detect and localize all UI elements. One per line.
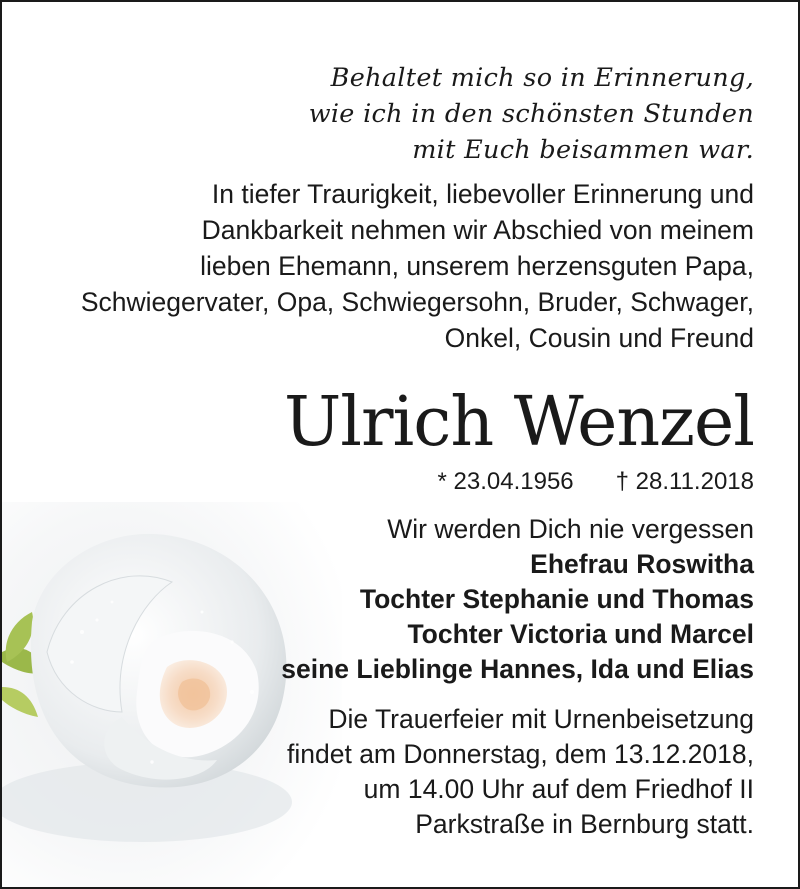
funeral-info (287, 702, 754, 842)
farewell-line: In tiefer Traurigkeit, liebevoller Erinnerung und (211, 179, 754, 209)
birth-date: * 23.04.1956 (437, 468, 574, 495)
mourners-block (281, 512, 754, 687)
motto-line: mit Euch beisammen war. (412, 135, 754, 165)
mourner-name: Ehefrau Roswitha (530, 549, 754, 579)
farewell-line: lieben Ehemann, unserem herzensguten Papa, (200, 251, 754, 281)
life-dates (438, 466, 754, 498)
funeral-line: findet am Donnerstag, dem 13.12.2018, (287, 739, 754, 769)
funeral-line: Die Trauerfeier mit Urnenbeisetzung (328, 704, 754, 734)
death-date: † 28.11.2018 (615, 468, 754, 495)
farewell-text (81, 176, 754, 356)
farewell-line: Dankbarkeit nehmen wir Abschied von meinem (201, 215, 754, 245)
funeral-line: um 14.00 Uhr auf dem Friedhof II (363, 774, 754, 804)
deceased-name: Ulrich Wenzel (283, 383, 754, 462)
mourner-name: Tochter Stephanie und Thomas (359, 584, 754, 614)
funeral-line: Parkstraße in Bernburg statt. (415, 809, 754, 839)
motto-line: Behaltet mich so in Erinnerung, (330, 63, 754, 93)
mourner-name: seine Lieblinge Hannes, Ida und Elias (281, 654, 754, 684)
farewell-line: Onkel, Cousin und Freund (444, 323, 754, 353)
mourners-intro: Wir werden Dich nie vergessen (387, 514, 754, 544)
mourner-name: Tochter Victoria und Marcel (407, 619, 754, 649)
motto-verse (309, 60, 754, 168)
farewell-line: Schwiegervater, Opa, Schwiegersohn, Bruder, Schwager, (80, 287, 754, 317)
motto-line: wie ich in den schönsten Stunden (308, 99, 754, 129)
